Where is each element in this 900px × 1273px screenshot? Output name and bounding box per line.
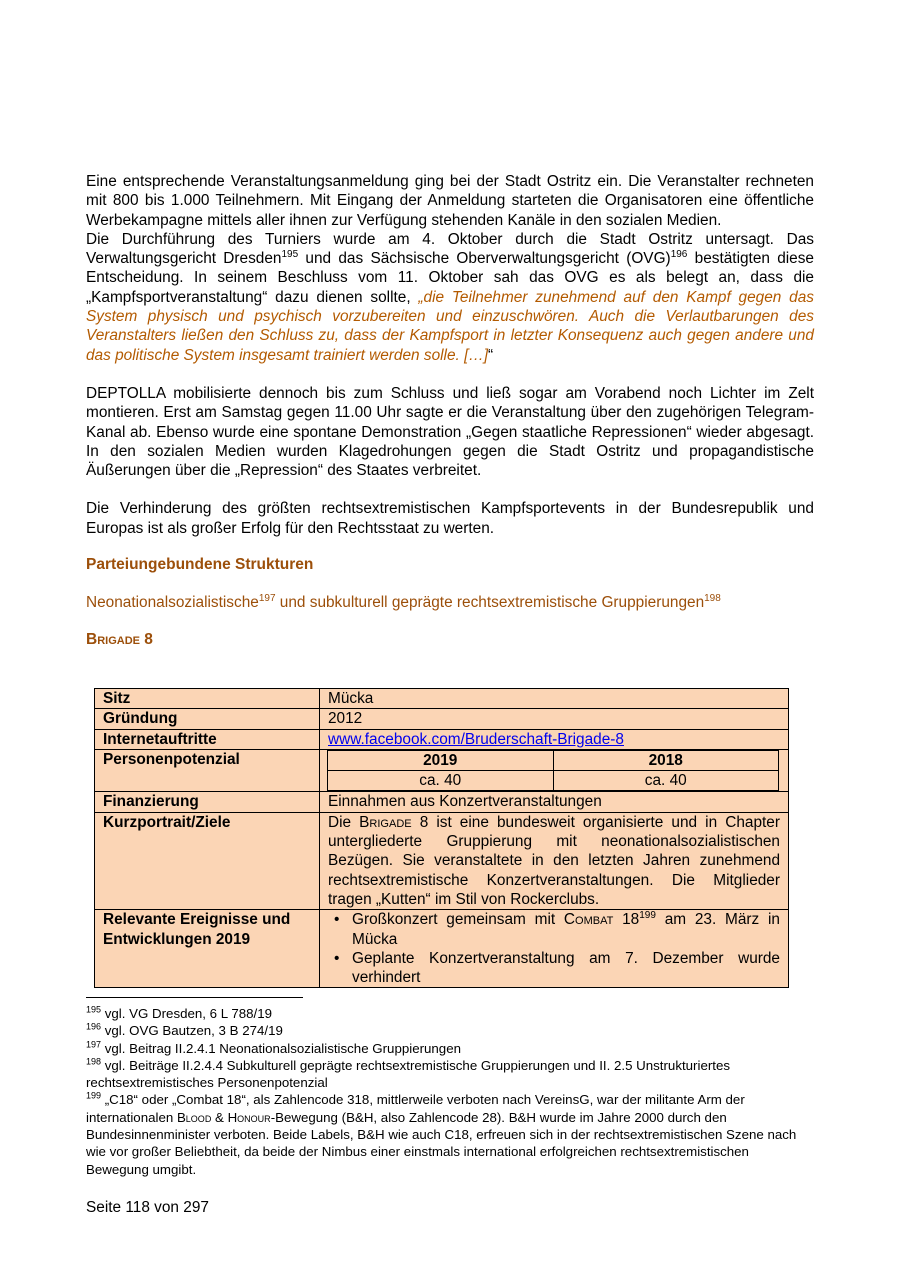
- footnote-number: 196: [86, 1021, 102, 1032]
- footnote-ref-195[interactable]: 195: [281, 249, 299, 261]
- footnote-text: vgl. Beitrag II.2.4.1 Neonationalsozialistische Gruppierungen: [101, 1040, 461, 1056]
- footnote-197: [86, 1040, 814, 1057]
- kurz-text-b: 8 ist eine bundesweit organisierte und in Chapter untergliederte Gruppierung mit neonationalsozialistischen Bezügen. Sie veranstaltete in den letzten Jahren zunehmend rechtsextremistische Konzertveranstaltungen. Die Mitglieder tragen „Kutten“ im Stil von Rockerclubs.: [328, 813, 780, 908]
- footnote-text: vgl. VG Dresden, 6 L 788/19: [101, 1006, 273, 1021]
- paragraph-deptolla: DEPTOLLA mobilisierte dennoch bis zum Schluss und ließ sogar am Vorabend noch Lichter im Zelt montieren. Erst am Samstag gegen 11.00 Uhr sagte er die Veranstaltung über den zugehörigen Telegram-Kanal ab. Ebenso wurde eine spontane Demonstration „Gegen staatliche Repressionen“ wieder abgesagt. In den sozialen Medien wurden Klagedrohungen gegen die Stadt Ostritz und propagandistische Äußerungen über die „Repression“ des Staates verbreitet.: [86, 384, 814, 480]
- page-number: Seite 118 von 297: [86, 1199, 209, 1216]
- footnote-ref-196[interactable]: 196: [670, 249, 688, 261]
- footnote-ref-198[interactable]: 198: [704, 592, 721, 604]
- footnote-number: 199: [86, 1091, 102, 1102]
- section-heading: Parteiungebundene Strukturen: [86, 556, 314, 574]
- paragraph-ban: [86, 230, 814, 365]
- group-profile-table: [94, 688, 789, 988]
- table-row: [95, 689, 789, 709]
- events-list: [328, 910, 780, 987]
- row-value-kurzportrait: [320, 812, 789, 909]
- ban-text-c: bestätigten diese Entscheidung. In seinem Beschluss vom 11. Oktober sah das OVG es als belegt an, dass die „Kampfsportveranstaltung“ dazu dienen sollte,: [86, 250, 814, 306]
- footnote-ref-197[interactable]: 197: [258, 592, 276, 604]
- row-value-finanzierung: Einnahmen aus Konzertveranstaltungen: [320, 792, 789, 812]
- row-value-sitz: Mücka: [320, 689, 789, 709]
- footnote-199: [86, 1091, 814, 1177]
- footnote-ref-199[interactable]: 199: [639, 910, 656, 922]
- footnote-number: 195: [86, 1004, 102, 1015]
- kurz-brigade: Brigade: [359, 813, 412, 831]
- event1-text-c: am 23. März in Mücka: [352, 911, 780, 948]
- footnote-text: „C18“ oder „Combat 18“, als Zahlencode 318, mittlerweile verboten nach VereinsG, war der militante Arm der internationalen: [86, 1092, 745, 1125]
- footnote-number: 198: [86, 1056, 102, 1067]
- list-item: [328, 910, 780, 949]
- subsection-text-a: Neonationalsozialistische: [86, 594, 259, 612]
- footnote-honour: Honour: [227, 1109, 271, 1125]
- row-label-kurzportrait: Kurzportrait/Ziele: [95, 812, 320, 909]
- row-label-finanzierung: Finanzierung: [95, 792, 320, 812]
- row-label-personen: Personenpotenzial: [95, 749, 320, 792]
- table-row: [95, 749, 789, 792]
- table-row: [95, 792, 789, 812]
- kurz-text-a: Die: [328, 813, 360, 831]
- subsection-heading: [86, 593, 814, 613]
- event1-text-b: 18: [613, 911, 640, 929]
- paragraph-conclusion: Die Verhinderung des größten rechtsextremistischen Kampfsportevents in der Bundesrepublik und Europas ist als großer Erfolg für den Rechtsstaat zu werten.: [86, 500, 814, 537]
- court-quote: „die Teilnehmer zunehmend auf den Kampf gegen das System physisch und psychisch vorzubereiten und einzuschwören. Auch die Verlautbarungen des Veranstalters ließen den Schluss zu, dass der Kampfsport in letzter Konsequenz auch gegen andere und das politische System insgesamt trainiert werden solle. […]: [86, 288, 814, 364]
- year-2019: 2019: [328, 750, 554, 770]
- paragraph-registration: Eine entsprechende Veranstaltungsanmeldung ging bei der Stadt Ostritz ein. Die Veranstalter rechneten mit 800 bis 1.000 Teilnehmern. Mit Eingang der Anmeldung starteten die Organisatoren eine öffentliche Werbekampagne mittels aller ihnen zur Verfügung stehenden Kanäle in den sozialen Medien.: [86, 173, 814, 229]
- row-label-ereignisse: Relevante Ereignisse und Entwicklungen 2019: [95, 910, 320, 988]
- row-label-sitz: Sitz: [95, 689, 320, 709]
- ban-text-b: und das Sächsische Oberverwaltungsgericht (OVG): [298, 250, 671, 268]
- row-label-gruendung: Gründung: [95, 709, 320, 729]
- event1-combat: Combat: [563, 911, 614, 929]
- table-row: [95, 729, 789, 749]
- event1-text-a: Großkonzert gemeinsam mit: [352, 911, 564, 929]
- quote-close: “: [488, 346, 494, 364]
- footnote-196: [86, 1022, 814, 1039]
- personnel-subtable: [327, 750, 779, 792]
- footnotes: [86, 1005, 814, 1178]
- footnote-blood: Blood: [176, 1109, 212, 1125]
- count-2019: ca. 40: [328, 771, 554, 791]
- footnote-text: -Bewegung (B&H, also Zahlencode 28). B&H wurde im Jahre 2000 durch den Bundesinnenminister verboten. Beide Labels, B&H wie auch C18, erfreuen sich in der rechtsextremistischen Szene nach wie vor großer Beliebtheit, da beide der Nimbus einer einstmals international erfolgreichen rechtsextremistischen Bewegung umgibt.: [86, 1109, 797, 1177]
- footnote-198: [86, 1057, 814, 1092]
- footnote-195: [86, 1005, 814, 1022]
- ban-text-a: Die Durchführung des Turniers wurde am 4. Oktober durch die Stadt Ostritz untersagt. Das Verwaltungsgericht Dresden: [86, 230, 814, 268]
- footnote-text: vgl. Beiträge II.2.4.4 Subkulturell geprägte rechtsextremistische Gruppierungen und II. 2.5 Unstrukturiertes rechtsextremistisches Personenpotenzial: [86, 1057, 731, 1091]
- table-row: [95, 812, 789, 909]
- table-row: [95, 709, 789, 729]
- list-item: • Geplante Konzertveranstaltung am 7. Dezember wurde verhindert: [328, 949, 780, 988]
- count-2018: ca. 40: [553, 771, 779, 791]
- table-row: [95, 910, 789, 988]
- row-label-internet: Internetauftritte: [95, 729, 320, 749]
- footnote-number: 197: [86, 1039, 102, 1050]
- year-2018: 2018: [553, 750, 779, 770]
- footnote-amp: &: [211, 1109, 228, 1125]
- footnote-text: vgl. OVG Bautzen, 3 B 274/19: [101, 1023, 283, 1039]
- subsection-text-b: und subkulturell geprägte rechtsextremistische Gruppierungen: [275, 594, 705, 612]
- facebook-link[interactable]: www.facebook.com/Bruderschaft-Brigade-8: [328, 730, 624, 748]
- row-value-gruendung: 2012: [320, 709, 789, 729]
- main-content: [86, 172, 814, 650]
- group-heading: Brigade 8: [86, 631, 153, 649]
- footnote-divider: [86, 997, 303, 998]
